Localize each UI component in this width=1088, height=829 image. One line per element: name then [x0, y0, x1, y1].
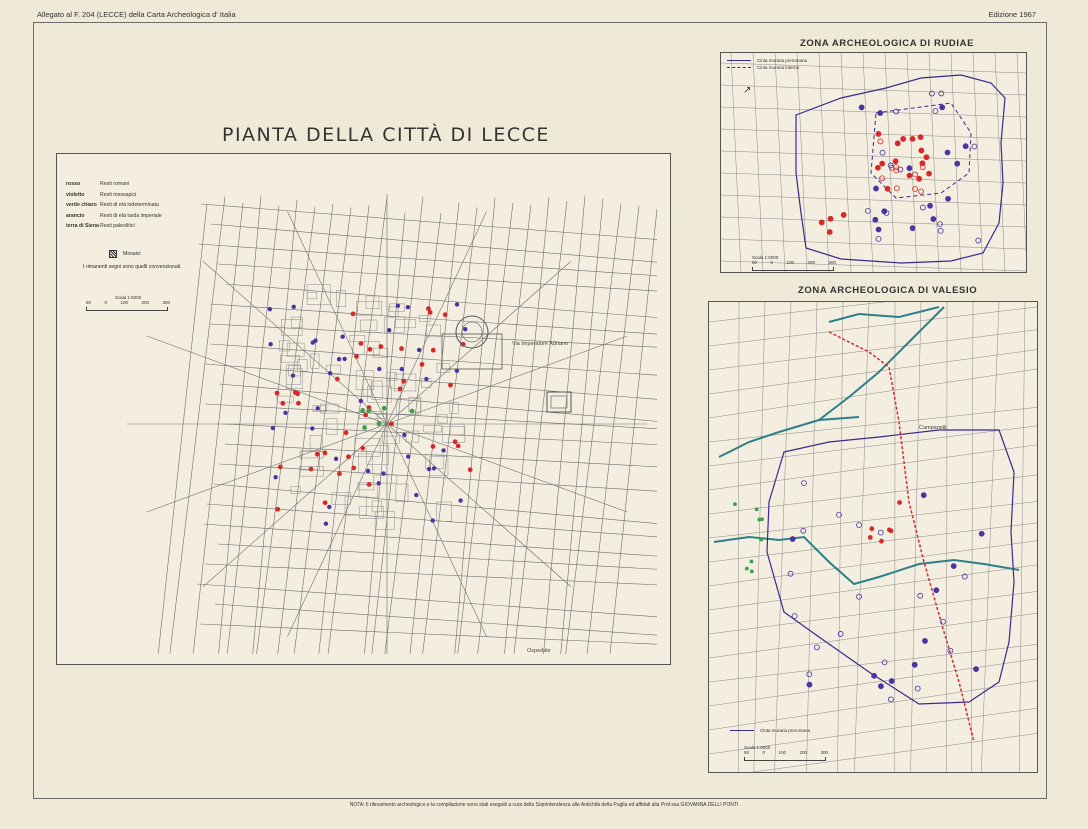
- rudiae-map[interactable]: [720, 52, 1027, 273]
- site-marker: [414, 493, 418, 497]
- site-marker: [882, 660, 887, 665]
- site-marker: [448, 383, 452, 387]
- site-marker: [425, 377, 429, 381]
- site-marker: [377, 422, 381, 426]
- site-marker: [328, 371, 332, 375]
- site-marker: [761, 518, 764, 521]
- rudiae-scale-bar: [752, 255, 836, 271]
- legend-solid-label: Cinta muraria preromana: [760, 728, 811, 733]
- site-marker: [335, 377, 339, 381]
- scale-tick: 50: [86, 300, 92, 305]
- site-marker: [311, 427, 315, 431]
- valesio-scale-bar: [744, 745, 828, 761]
- site-marker: [442, 449, 446, 453]
- site-marker: [760, 538, 763, 541]
- scale-tick: 200: [807, 260, 815, 265]
- scale-tick: 100: [120, 300, 128, 305]
- site-marker: [367, 482, 371, 486]
- site-marker: [275, 391, 279, 395]
- valesio-map[interactable]: [708, 301, 1038, 773]
- rudiae-title: ZONA ARCHEOLOGICA DI RUDIAE: [800, 38, 975, 49]
- site-marker: [359, 341, 363, 345]
- site-marker: [931, 217, 936, 222]
- stream-2: [819, 307, 944, 420]
- site-marker: [431, 444, 435, 448]
- site-marker: [453, 440, 457, 444]
- legend-description: Resti romani: [100, 181, 130, 187]
- legend-description: Resti di età indeterminata: [100, 202, 159, 208]
- site-marker: [361, 408, 365, 412]
- legend-description: Resti paleolitici: [100, 223, 135, 229]
- scale-tick: 50: [744, 750, 750, 755]
- site-marker: [868, 535, 872, 539]
- legend-row-roman: [66, 181, 180, 192]
- site-marker: [870, 527, 874, 531]
- site-marker: [946, 196, 951, 201]
- site-marker: [974, 667, 979, 672]
- site-marker: [364, 413, 368, 417]
- legend-row-paleolithic: [66, 223, 180, 234]
- site-marker: [431, 519, 435, 523]
- page-title: PIANTA DELLA CITTÀ DI LECCE: [222, 124, 550, 146]
- mosaic-label: Mosaici: [123, 251, 141, 257]
- site-marker: [878, 530, 883, 535]
- site-marker: [443, 313, 447, 317]
- site-marker: [398, 387, 402, 391]
- site-marker: [885, 186, 890, 191]
- site-marker: [366, 469, 370, 473]
- site-marker: [865, 208, 870, 213]
- site-marker: [323, 501, 327, 505]
- dashed-wall-icon: [727, 67, 751, 68]
- scale-label: Scala 1:6000: [114, 295, 142, 300]
- site-marker: [918, 189, 923, 194]
- site-marker: [827, 230, 832, 235]
- site-marker: [878, 111, 883, 116]
- site-marker: [400, 347, 404, 351]
- scale-tick: 300: [162, 300, 170, 305]
- site-marker: [828, 216, 833, 221]
- legend-color-name: violetto: [66, 191, 85, 198]
- site-marker: [402, 379, 406, 383]
- site-marker: [924, 155, 929, 160]
- site-marker: [788, 571, 793, 576]
- site-marker: [420, 362, 424, 366]
- site-marker: [387, 328, 391, 332]
- site-marker: [292, 305, 296, 309]
- site-marker: [455, 369, 459, 373]
- site-marker: [893, 159, 898, 164]
- site-marker: [274, 475, 278, 479]
- site-marker: [875, 165, 880, 170]
- legend-row-messapic: [66, 192, 180, 203]
- scale-label: Scala 1:6000: [744, 745, 771, 750]
- scale-line: [752, 267, 834, 271]
- site-marker: [913, 172, 918, 177]
- scale-tick: 200: [141, 300, 149, 305]
- site-marker: [901, 136, 906, 141]
- legend-color-name: rosso: [66, 181, 81, 187]
- site-marker: [367, 409, 371, 413]
- site-marker: [801, 481, 806, 486]
- site-marker: [468, 468, 472, 472]
- site-marker: [918, 593, 923, 598]
- site-marker: [296, 401, 300, 405]
- scale-tick: 300: [820, 750, 828, 755]
- site-marker: [269, 342, 273, 346]
- site-marker: [841, 212, 846, 217]
- header-edition: Edizione 1967: [988, 10, 1036, 19]
- site-marker: [859, 105, 864, 110]
- site-marker: [410, 409, 414, 413]
- site-marker: [963, 144, 968, 149]
- site-marker: [879, 539, 883, 543]
- site-marker: [955, 161, 960, 166]
- site-marker: [856, 594, 861, 599]
- site-marker: [945, 150, 950, 155]
- site-marker: [363, 426, 367, 430]
- site-marker: [894, 186, 899, 191]
- site-marker: [733, 503, 736, 506]
- site-marker: [400, 367, 404, 371]
- site-marker: [976, 238, 981, 243]
- site-marker: [755, 508, 758, 511]
- scale-tick: 0: [762, 750, 765, 755]
- site-marker: [939, 91, 944, 96]
- site-marker: [951, 564, 956, 569]
- label-ospedale: Ospedale: [527, 648, 551, 654]
- site-marker: [431, 348, 435, 352]
- site-marker: [324, 522, 328, 526]
- north-arrow-icon: ↗: [743, 85, 752, 96]
- site-marker: [910, 136, 915, 141]
- site-marker: [907, 173, 912, 178]
- site-marker: [876, 227, 881, 232]
- footer-note: NOTA: Il rilevamento archeologico e la compilazione sono stati eseguiti a cura della Soprintendenza alle Antichità della Puglia ed affidati alla Prof.ssa GIOVANNA DELLI PONTI: [349, 802, 739, 808]
- site-marker: [323, 451, 327, 455]
- stream-4: [714, 537, 1019, 584]
- site-marker: [873, 217, 878, 222]
- site-marker: [880, 150, 885, 155]
- site-marker: [933, 108, 938, 113]
- legend-description: Resti di età tarda imperiale: [100, 212, 162, 219]
- site-marker: [293, 390, 297, 394]
- site-marker: [334, 457, 338, 461]
- solid-wall-icon: [727, 60, 751, 61]
- valesio-wall: [767, 430, 1014, 704]
- site-marker: [337, 357, 341, 361]
- site-marker: [456, 444, 460, 448]
- site-marker: [878, 684, 883, 689]
- site-marker: [790, 537, 795, 542]
- mosaic-icon: [109, 250, 117, 258]
- site-marker: [920, 161, 925, 166]
- rudiae-legend: [727, 57, 807, 71]
- site-marker: [344, 431, 348, 435]
- site-marker: [934, 588, 939, 593]
- site-marker: [377, 481, 381, 485]
- site-marker: [361, 446, 365, 450]
- site-marker: [894, 109, 899, 114]
- site-marker: [271, 426, 275, 430]
- rudiae-map-drawing: [721, 53, 1026, 272]
- site-marker: [382, 406, 386, 410]
- site-marker: [819, 220, 824, 225]
- header-left: Allegato al F. 204 (LECCE) della Carta Archeologica d' Italia: [37, 10, 236, 19]
- site-marker: [919, 148, 924, 153]
- solid-wall-icon: [730, 730, 754, 731]
- site-marker: [922, 638, 927, 643]
- legend-solid-label: Cinta muraria preromana: [757, 58, 808, 63]
- site-marker: [343, 357, 347, 361]
- site-marker: [463, 327, 467, 331]
- legend-row-undetermined: [66, 202, 180, 213]
- site-marker: [938, 228, 943, 233]
- site-marker: [284, 411, 288, 415]
- site-marker: [895, 141, 900, 146]
- site-marker: [807, 672, 812, 677]
- site-marker: [455, 303, 459, 307]
- site-marker: [359, 399, 363, 403]
- site-marker: [428, 310, 432, 314]
- site-marker: [276, 507, 280, 511]
- site-marker: [309, 467, 313, 471]
- site-marker: [915, 686, 920, 691]
- site-marker: [368, 347, 372, 351]
- site-marker: [921, 493, 926, 498]
- legend-color-name: arancio: [66, 212, 85, 219]
- site-marker: [315, 452, 319, 456]
- site-marker: [432, 467, 436, 471]
- site-marker: [390, 422, 394, 426]
- scale-tick: 300: [828, 260, 836, 265]
- site-marker: [876, 131, 881, 136]
- legend-color-name: verde chiaro: [66, 202, 97, 208]
- scale-tick: 0: [104, 300, 107, 305]
- site-marker: [352, 466, 356, 470]
- place-label: Campanelli: [919, 425, 947, 431]
- site-marker: [918, 135, 923, 140]
- legend-note: I rimanenti segni sono quelli convenzionali.: [83, 264, 182, 270]
- site-marker: [792, 613, 797, 618]
- legend-dashed-label: Cinta muraria interna: [757, 65, 800, 70]
- site-marker: [920, 205, 925, 210]
- legend-mosaic: [109, 250, 141, 258]
- site-marker: [316, 407, 320, 411]
- site-marker: [979, 531, 984, 536]
- scale-label: Scala 1:5000: [752, 255, 779, 260]
- site-marker: [745, 567, 748, 570]
- site-marker: [377, 367, 381, 371]
- site-marker: [857, 523, 862, 528]
- site-marker: [907, 166, 912, 171]
- scale-line: [86, 307, 168, 311]
- site-marker: [878, 139, 883, 144]
- scale-tick: 0: [770, 260, 773, 265]
- legend-description: Resti messapici: [100, 191, 137, 198]
- scale-tick: 200: [799, 750, 807, 755]
- site-marker: [889, 679, 894, 684]
- site-marker: [872, 673, 877, 678]
- lecce-scale-bar: [86, 295, 170, 311]
- site-marker: [912, 662, 917, 667]
- site-marker: [889, 529, 893, 533]
- site-marker: [291, 374, 295, 378]
- site-marker: [873, 186, 878, 191]
- site-marker: [917, 176, 922, 181]
- site-marker: [910, 226, 915, 231]
- site-marker: [341, 335, 345, 339]
- site-marker: [379, 345, 383, 349]
- site-marker: [898, 500, 902, 504]
- site-marker: [328, 505, 332, 509]
- valesio-legend: [730, 727, 810, 734]
- legend-row-late-imperial: [66, 213, 180, 224]
- site-marker: [346, 455, 350, 459]
- site-marker: [807, 682, 812, 687]
- site-marker: [928, 203, 933, 208]
- site-marker: [314, 339, 318, 343]
- valesio-title: ZONA ARCHEOLOGICA DI VALESIO: [798, 285, 978, 296]
- site-marker: [814, 645, 819, 650]
- site-marker: [940, 105, 945, 110]
- castle-shape: [547, 392, 571, 412]
- site-marker: [459, 499, 463, 503]
- stream-3: [829, 307, 939, 322]
- site-marker: [281, 401, 285, 405]
- site-marker: [351, 312, 355, 316]
- site-marker: [278, 465, 282, 469]
- site-marker: [876, 236, 881, 241]
- site-marker: [417, 348, 421, 352]
- site-marker: [355, 354, 359, 358]
- scale-tick: 100: [778, 750, 786, 755]
- site-marker: [268, 307, 272, 311]
- site-marker: [972, 144, 977, 149]
- site-marker: [427, 467, 431, 471]
- site-marker: [801, 528, 806, 533]
- scale-tick: 50: [752, 260, 758, 265]
- site-marker: [927, 171, 932, 176]
- street-label-via: Via Imperatore Adriano: [512, 341, 569, 347]
- site-marker: [406, 455, 410, 459]
- map-legend: [66, 181, 180, 234]
- site-marker: [888, 697, 893, 702]
- site-marker: [337, 472, 341, 476]
- site-marker: [396, 304, 400, 308]
- site-marker: [750, 560, 753, 563]
- legend-color-name: terra di Siena: [66, 223, 99, 229]
- site-marker: [382, 472, 386, 476]
- site-marker: [750, 570, 753, 573]
- valesio-road: [829, 332, 974, 742]
- valesio-map-drawing: [709, 302, 1037, 772]
- site-marker: [880, 161, 885, 166]
- scale-tick: 100: [786, 260, 794, 265]
- scale-line: [744, 757, 826, 761]
- site-marker: [406, 305, 410, 309]
- site-marker: [403, 433, 407, 437]
